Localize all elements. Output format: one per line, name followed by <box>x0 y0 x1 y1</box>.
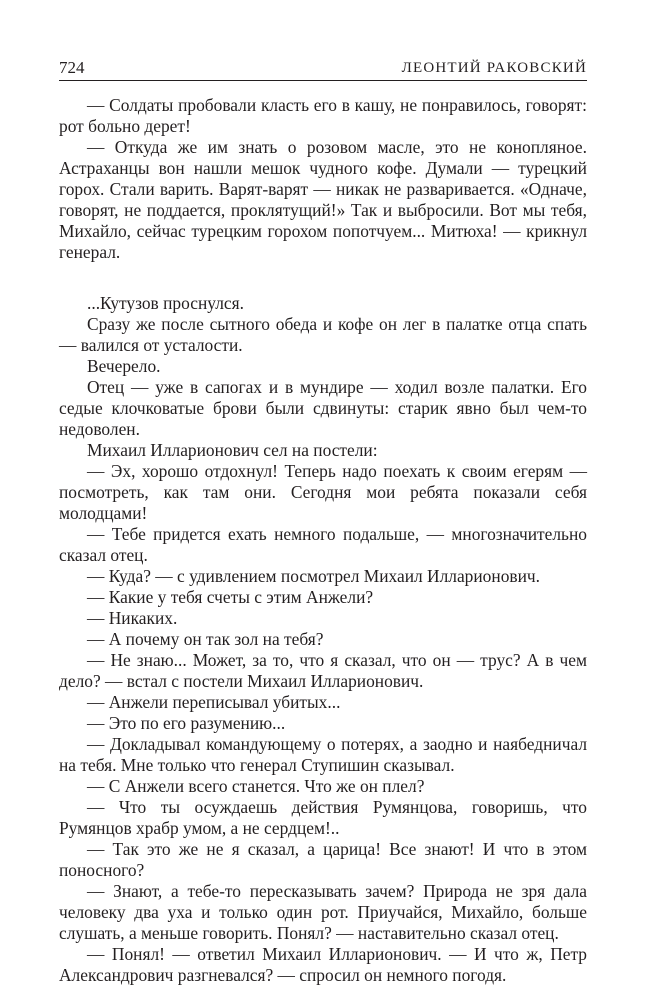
paragraph: — Солдаты пробовали класть его в кашу, не понравилось, говорят: рот больно дерет! <box>59 95 587 136</box>
paragraph: ...Кутузов проснулся. <box>87 293 244 313</box>
paragraph: — Анжели переписывал убитых... <box>87 692 341 712</box>
paragraph: — А почему он так зол на тебя? <box>87 629 324 649</box>
paragraph: — Докладывал командующему о потерях, а заодно и наябедничал на тебя. Мне только что генерал Ступишин сказывал. <box>59 734 587 775</box>
paragraph: Вечерело. <box>87 356 161 376</box>
paragraph: — Откуда же им знать о розовом масле, это не конопляное. Астраханцы вон нашли мешок чудного кофе. Думали — турецкий горох. Стали варить. Варят-варят — никак не разваривается. «Одначе, говорят, не поддается, проклятущий!» Так и выбросили. Вот мы тебя, Михайло, сейчас турецким горохом попотчуем... Митюха! — крикнул генерал. <box>59 137 587 262</box>
paragraph: — Так это же не я сказал, а царица! Все знают! И что в этом поносного? <box>59 839 587 880</box>
paragraph: — Не знаю... Может, за то, что я сказал, что он — трус? А в чем дело? — встал с постели Михаил Илларионович. <box>59 650 587 691</box>
running-head <box>59 58 587 81</box>
paragraph: — Какие у тебя счеты с этим Анжели? <box>87 587 374 607</box>
paragraph: — Эх, хорошо отдохнул! Теперь надо поехать к своим егерям — посмотреть, как там они. Сегодня мои ребята показали себя молодцами! <box>59 461 587 523</box>
paragraph: — Куда? — с удивлением посмотрел Михаил Илларионович. <box>87 566 540 586</box>
paragraph: Сразу же после сытного обеда и кофе он лег в палатке отца спать — валился от усталости. <box>59 314 587 355</box>
paragraph: — С Анжели всего станется. Что же он плел? <box>87 776 425 796</box>
paragraph: — Тебе придется ехать немного подальше, — многозначительно сказал отец. <box>59 524 587 565</box>
paragraph: — Что ты осуждаешь действия Румянцова, говоришь, что Румянцов храбр умом, а не сердцем!.. <box>59 797 587 838</box>
paragraph: — Понял! — ответил Михаил Илларионович. — И что ж, Петр Александрович разгневался? — спросил он немного погодя. <box>59 944 587 985</box>
text-section-1 <box>59 95 587 263</box>
paragraph: — Это по его разумению... <box>87 713 286 733</box>
paragraph: Отец — уже в сапогах и в мундире — ходил возле палатки. Его седые клочковатые брови были сдвинуты: старик явно был чем-то недоволен. <box>59 377 587 439</box>
running-title: ЛЕОНТИЙ РАКОВСКИЙ <box>401 60 587 76</box>
text-section-2 <box>59 293 587 986</box>
paragraph: — Знают, а тебе-то пересказывать зачем? Природа не зря дала человеку два уха и только один рот. Приучайся, Михайло, больше слушать, а меньше говорить. Понял? — наставительно сказал отец. <box>59 881 587 943</box>
paragraph: — Никаких. <box>87 608 178 628</box>
paragraph: Михаил Илларионович сел на постели: <box>87 440 378 460</box>
page-number: 724 <box>59 58 85 77</box>
